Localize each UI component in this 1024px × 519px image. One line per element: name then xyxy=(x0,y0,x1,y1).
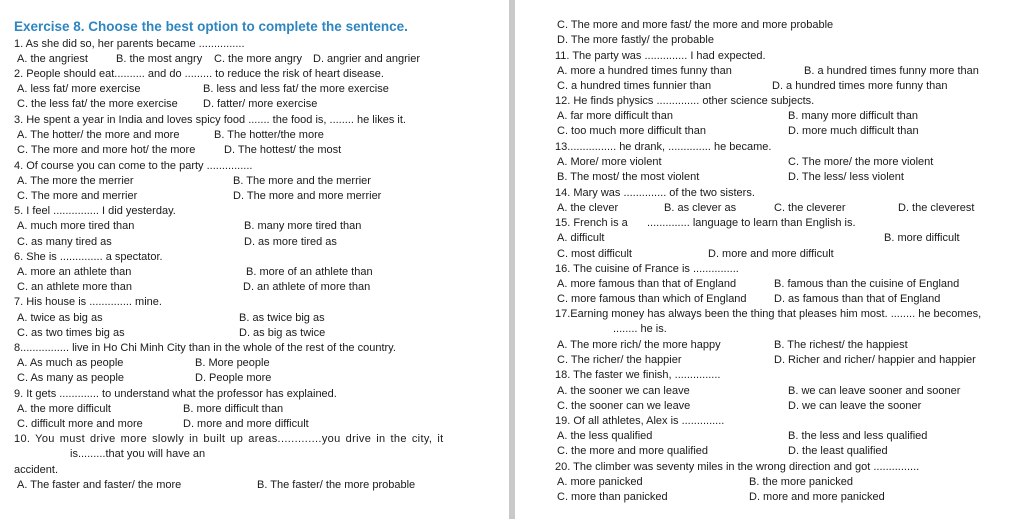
option-7d: D. as big as twice xyxy=(239,327,326,339)
question-13: 13................ he drank, .............. he became. xyxy=(555,141,772,153)
question-17-cont: ........ he is. xyxy=(613,323,667,335)
option-14a: A. the clever xyxy=(557,202,619,214)
option-15d: D. more and more difficult xyxy=(708,248,834,260)
option-12b: B. many more difficult than xyxy=(788,110,919,122)
option-19d: D. the least qualified xyxy=(788,445,888,457)
question-19: 19. Of all athletes, Alex is .............. xyxy=(555,415,725,427)
option-8d: D. People more xyxy=(195,372,272,384)
question-17: 17.Earning money has always been the thing that pleases him most. ........ he becomes, xyxy=(555,308,982,320)
option-19b: B. the less and less qualified xyxy=(788,430,928,442)
option-10c: C. The more and more fast/ the more and more probable xyxy=(557,19,834,31)
question-20: 20. The climber was seventy miles in the wrong direction and got ............... xyxy=(555,461,920,473)
option-7b: B. as twice big as xyxy=(239,312,325,324)
option-13c: C. The more/ the more violent xyxy=(788,156,934,168)
question-10-cont: is.........that you will have an xyxy=(70,448,206,460)
option-9b: B. more difficult than xyxy=(183,403,284,415)
right-column xyxy=(517,0,1024,519)
exercise-title: Exercise 8. Choose the best option to complete the sentence. xyxy=(14,19,408,34)
option-19a: A. the less qualified xyxy=(557,430,653,442)
page-separator xyxy=(509,0,515,519)
question-2: 2. People should eat.......... and do ......... to reduce the risk of heart disease. xyxy=(14,68,384,80)
option-14d: D. the cleverest xyxy=(898,202,975,214)
question-4: 4. Of course you can come to the party ............... xyxy=(14,160,253,172)
option-20b: B. the more panicked xyxy=(749,476,853,488)
option-8b: B. More people xyxy=(195,357,270,369)
question-18: 18. The faster we finish, ............... xyxy=(555,369,721,381)
question-5: 5. I feel ............... I did yesterday. xyxy=(14,205,176,217)
question-16: 16. The cuisine of France is ............... xyxy=(555,263,739,275)
option-8c: C. As many as people xyxy=(17,372,125,384)
option-1b: B. the most angry xyxy=(116,53,203,65)
option-14c: C. the cleverer xyxy=(774,202,846,214)
question-15-cont: .............. language to learn than English is. xyxy=(647,217,856,229)
option-3d: D. The hottest/ the most xyxy=(224,144,342,156)
question-14: 14. Mary was .............. of the two sisters. xyxy=(555,187,755,199)
option-17a: A. The more rich/ the more happy xyxy=(557,339,721,351)
option-16d: D. as famous than that of England xyxy=(774,293,941,305)
option-11a: A. more a hundred times funny than xyxy=(557,65,732,77)
option-13a: A. More/ more violent xyxy=(557,156,662,168)
option-15c: C. most difficult xyxy=(557,248,632,260)
option-9c: C. difficult more and more xyxy=(17,418,143,430)
option-11d: D. a hundred times more funny than xyxy=(772,80,948,92)
option-19c: C. the more and more qualified xyxy=(557,445,709,457)
question-10-end: accident. xyxy=(14,464,59,476)
option-2c: C. the less fat/ the more exercise xyxy=(17,98,178,110)
left-column xyxy=(0,0,505,519)
option-12c: C. too much more difficult than xyxy=(557,125,706,137)
option-20a: A. more panicked xyxy=(557,476,643,488)
option-17d: D. Richer and richer/ happier and happier xyxy=(774,354,976,366)
option-20d: D. more and more panicked xyxy=(749,491,885,503)
option-4b: B. The more and the merrier xyxy=(233,175,371,187)
option-9d: D. more and more difficult xyxy=(183,418,309,430)
question-9: 9. It gets ............. to understand what the professor has explained. xyxy=(14,388,337,400)
option-6b: B. more of an athlete than xyxy=(246,266,373,278)
question-1: 1. As she did so, her parents became ............... xyxy=(14,38,245,50)
option-17c: C. The richer/ the happier xyxy=(557,354,682,366)
option-2a: A. less fat/ more exercise xyxy=(17,83,141,95)
question-11: 11. The party was .............. I had expected. xyxy=(555,50,766,62)
option-16a: A. more famous than that of England xyxy=(557,278,737,290)
question-3: 3. He spent a year in India and loves spicy food ....... the food is, ........ he likes it. xyxy=(14,114,406,126)
option-18d: D. we can leave the sooner xyxy=(788,400,922,412)
option-16c: C. more famous than which of England xyxy=(557,293,747,305)
option-7c: C. as two times big as xyxy=(17,327,125,339)
question-6: 6. She is .............. a spectator. xyxy=(14,251,163,263)
option-3c: C. The more and more hot/ the more xyxy=(17,144,196,156)
question-7: 7. His house is .............. mine. xyxy=(14,296,162,308)
option-18b: B. we can leave sooner and sooner xyxy=(788,385,961,397)
option-10d: D. The more fastly/ the probable xyxy=(557,34,714,46)
option-20c: C. more than panicked xyxy=(557,491,668,503)
option-3a: A. The hotter/ the more and more xyxy=(17,129,180,141)
option-13b: B. The most/ the most violent xyxy=(557,171,700,183)
option-15a: A. difficult xyxy=(557,232,605,244)
option-18c: C. the sooner can we leave xyxy=(557,400,691,412)
option-6a: A. more an athlete than xyxy=(17,266,132,278)
question-15: 15. French is a xyxy=(555,217,628,229)
option-5c: C. as many tired as xyxy=(17,236,112,248)
option-1a: A. the angriest xyxy=(17,53,88,65)
option-4c: C. The more and merrier xyxy=(17,190,138,202)
question-12: 12. He finds physics .............. other science subjects. xyxy=(555,95,815,107)
option-18a: A. the sooner we can leave xyxy=(557,385,690,397)
option-6d: D. an athlete of more than xyxy=(243,281,371,293)
option-2d: D. fatter/ more exercise xyxy=(203,98,318,110)
option-16b: B. famous than the cuisine of England xyxy=(774,278,960,290)
option-17b: B. The richest/ the happiest xyxy=(774,339,908,351)
option-10a: A. The faster and faster/ the more xyxy=(17,479,182,491)
option-11b: B. a hundred times funny more than xyxy=(804,65,979,77)
option-8a: A. As much as people xyxy=(17,357,124,369)
option-5d: D. as more tired as xyxy=(244,236,337,248)
option-4d: D. The more and more merrier xyxy=(233,190,382,202)
option-3b: B. The hotter/the more xyxy=(214,129,324,141)
option-4a: A. The more the merrier xyxy=(17,175,134,187)
option-11c: C. a hundred times funnier than xyxy=(557,80,712,92)
question-10: 10. You must drive more slowly in built up areas.............you drive in the city, it xyxy=(14,433,444,445)
question-8: 8................ live in Ho Chi Minh City than in the whole of the rest of the country. xyxy=(14,342,396,354)
option-2b: B. less and less fat/ the more exercise xyxy=(203,83,389,95)
option-1d: D. angrier and angrier xyxy=(313,53,421,65)
option-9a: A. the more difficult xyxy=(17,403,111,415)
option-5b: B. many more tired than xyxy=(244,220,362,232)
option-13d: D. The less/ less violent xyxy=(788,171,904,183)
option-12d: D. more much difficult than xyxy=(788,125,919,137)
option-6c: C. an athlete more than xyxy=(17,281,132,293)
option-7a: A. twice as big as xyxy=(17,312,103,324)
option-14b: B. as clever as xyxy=(664,202,737,214)
option-5a: A. much more tired than xyxy=(17,220,135,232)
option-12a: A. far more difficult than xyxy=(557,110,673,122)
option-1c: C. the more angry xyxy=(214,53,303,65)
option-15b: B. more difficult xyxy=(884,232,960,244)
option-10b: B. The faster/ the more probable xyxy=(257,479,416,491)
